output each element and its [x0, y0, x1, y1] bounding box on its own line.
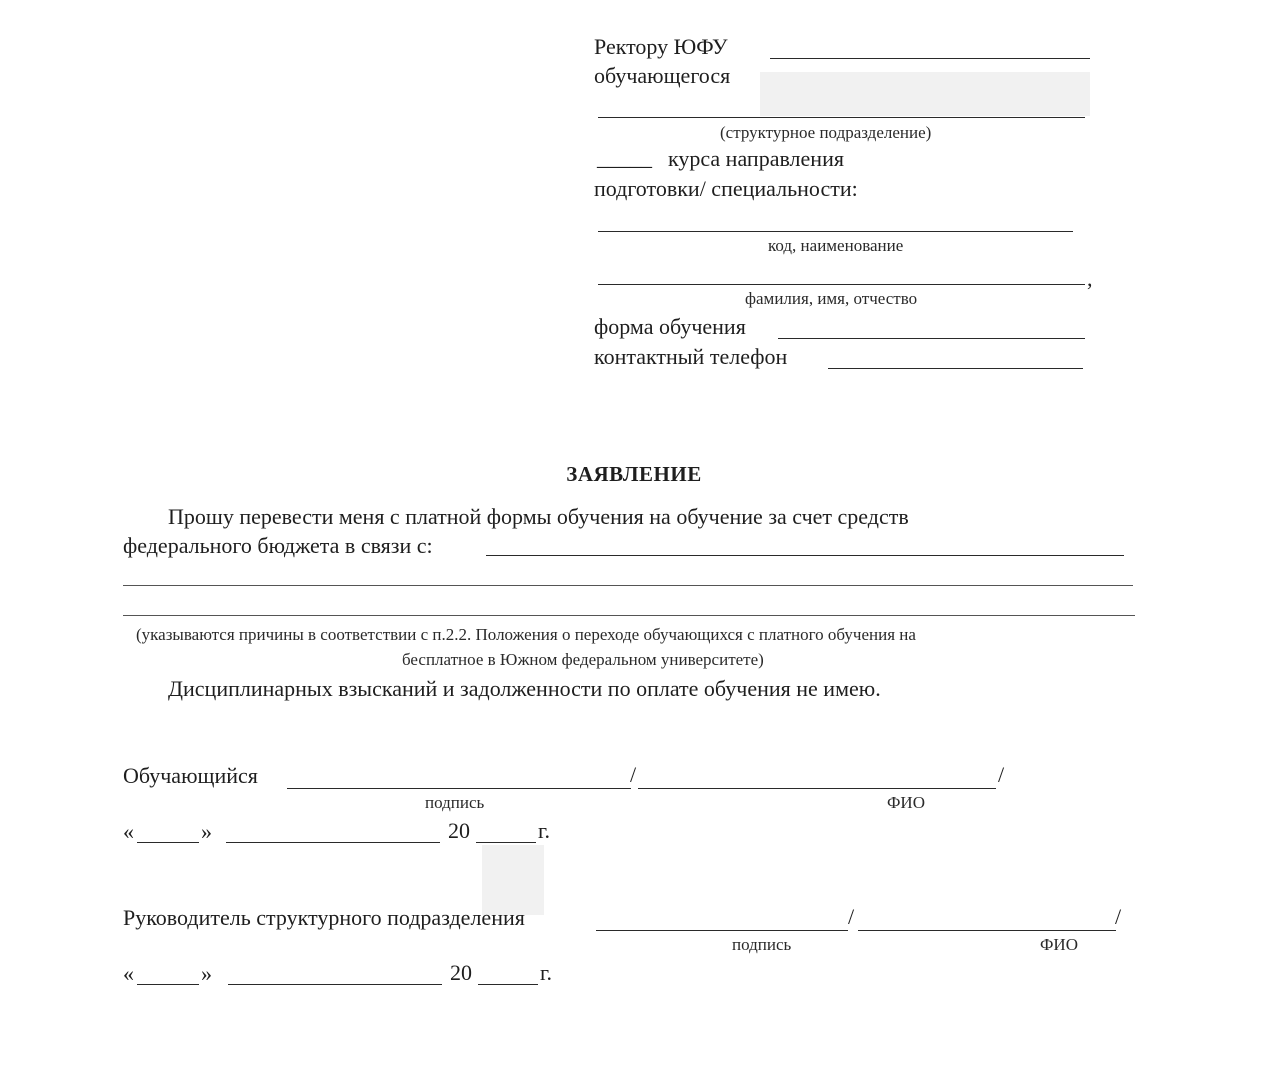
date-close-quote: » [201, 819, 212, 844]
head-signature-slash: / [848, 904, 855, 929]
head-date-open-quote: « [123, 961, 134, 986]
full-name-field[interactable] [598, 284, 1085, 285]
student-signature-field[interactable] [287, 788, 631, 789]
student-signature-label: Обучающийся [123, 763, 258, 788]
head-fio-field[interactable] [858, 930, 1116, 931]
reason-field-line3[interactable] [123, 615, 1135, 616]
code-caption: код, наименование [768, 236, 904, 255]
head-year-suffix: г. [540, 960, 553, 985]
head-signature-slash-end: / [1115, 904, 1122, 929]
student-year-field[interactable] [476, 842, 536, 843]
student-label: обучающегося [594, 63, 731, 88]
course-number-field[interactable]: _____ [597, 145, 652, 170]
name-caption: фамилия, имя, отчество [745, 289, 918, 308]
structural-unit-caption: (структурное подразделение) [720, 123, 932, 142]
no-debts-statement: Дисциплинарных взысканий и задолженности по оплате обучения не имею. [168, 676, 881, 701]
signature-slash: / [630, 762, 637, 787]
course-label: курса направления [668, 146, 844, 171]
request-text-line2: федерального бюджета в связи с: [123, 533, 433, 558]
student-month-field[interactable] [226, 842, 440, 843]
phone-label: контактный телефон [594, 344, 788, 369]
reasons-caption-line1: (указываются причины в соответствии с п.2.2. Положения о переходе обучающихся с платного обучения на [136, 625, 916, 644]
head-date-close-quote: » [201, 961, 212, 986]
study-form-field[interactable] [778, 338, 1085, 339]
reason-field-line2[interactable] [123, 585, 1133, 586]
rector-label: Ректору ЮФУ [594, 34, 728, 59]
head-year-prefix: 20 [450, 960, 472, 985]
head-signature-caption: подпись [732, 935, 792, 954]
student-fio-caption: ФИО [887, 793, 925, 812]
study-form-label: форма обучения [594, 314, 746, 339]
year-suffix: г. [538, 818, 551, 843]
phone-field[interactable] [828, 368, 1083, 369]
student-day-field[interactable] [137, 842, 199, 843]
head-signature-field[interactable] [596, 930, 848, 931]
head-signature-label: Руководитель структурного подразделения [123, 905, 525, 930]
student-signature-caption: подпись [425, 793, 485, 812]
rector-name-field[interactable] [770, 58, 1090, 59]
comma: , [1087, 266, 1093, 291]
reasons-caption-line2: бесплатное в Южном федеральном университете) [402, 650, 764, 669]
year-prefix: 20 [448, 818, 470, 843]
head-day-field[interactable] [137, 984, 199, 985]
scan-smudge [760, 72, 1090, 116]
request-text-line1: Прошу перевести меня с платной формы обучения на обучение за счет средств [168, 504, 909, 529]
structural-unit-field[interactable] [598, 117, 1085, 118]
date-open-quote: « [123, 819, 134, 844]
signature-slash-end: / [998, 762, 1005, 787]
student-fio-field[interactable] [638, 788, 996, 789]
head-fio-caption: ФИО [1040, 935, 1078, 954]
reason-field-line1[interactable] [486, 555, 1124, 556]
specialty-label: подготовки/ специальности: [594, 176, 858, 201]
head-month-field[interactable] [228, 984, 442, 985]
head-year-field[interactable] [478, 984, 538, 985]
specialty-code-field[interactable] [598, 231, 1073, 232]
document-title: ЗАЯВЛЕНИЕ [566, 462, 702, 486]
